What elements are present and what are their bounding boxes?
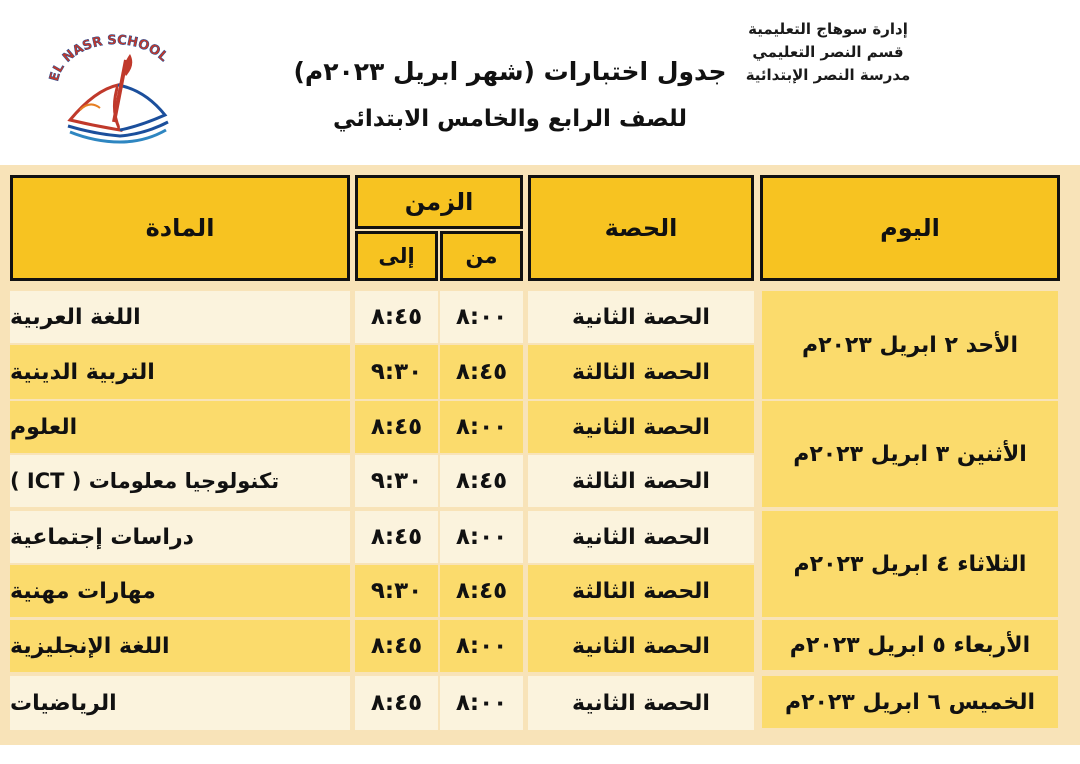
subject-cell: العلوم — [10, 401, 350, 453]
school-header-line3: مدرسة النصر الإبتدائية — [745, 66, 911, 84]
page-title — [250, 52, 770, 138]
period-cell: الحصة الثالثة — [528, 345, 754, 399]
subject-cell: تكنولوجيا معلومات ( ICT ) — [10, 455, 350, 507]
time-from-cell: ٨:٤٥ — [440, 455, 523, 507]
day-cell: الأربعاء ٥ ابريل ٢٠٢٣م — [762, 620, 1058, 670]
header-to: إلى — [355, 231, 438, 281]
book-pen-logo-icon — [40, 30, 190, 150]
time-to-cell: ٨:٤٥ — [355, 401, 438, 453]
time-to-cell: ٩:٣٠ — [355, 345, 438, 399]
time-from-cell: ٨:٠٠ — [440, 401, 523, 453]
period-cell: الحصة الثالثة — [528, 565, 754, 617]
time-to-cell: ٨:٤٥ — [355, 676, 438, 730]
day-cell: الأحد ٢ ابريل ٢٠٢٣م — [762, 291, 1058, 399]
period-cell: الحصة الثالثة — [528, 455, 754, 507]
day-cell: الخميس ٦ ابريل ٢٠٢٣م — [762, 676, 1058, 728]
header-from: من — [440, 231, 523, 281]
header-time: الزمن — [355, 175, 523, 229]
time-from-cell: ٨:٠٠ — [440, 620, 523, 672]
time-from-cell: ٨:٠٠ — [440, 511, 523, 563]
school-header-line2: قسم النصر التعليمي — [752, 43, 904, 61]
period-cell: الحصة الثانية — [528, 291, 754, 343]
period-cell: الحصة الثانية — [528, 620, 754, 672]
logo-text: EL NASR SCHOOL — [47, 33, 171, 84]
time-from-cell: ٨:٠٠ — [440, 676, 523, 730]
time-from-cell: ٨:٠٠ — [440, 291, 523, 343]
subject-cell: الرياضيات — [10, 676, 350, 730]
title-line1: جدول اختبارات (شهر ابريل ٢٠٢٣م) — [293, 57, 727, 86]
header-day: اليوم — [760, 175, 1060, 281]
time-to-cell: ٨:٤٥ — [355, 291, 438, 343]
header-period: الحصة — [528, 175, 754, 281]
time-from-cell: ٨:٤٥ — [440, 565, 523, 617]
subject-cell: دراسات إجتماعية — [10, 511, 350, 563]
time-to-cell: ٨:٤٥ — [355, 620, 438, 672]
subject-cell: مهارات مهنية — [10, 565, 350, 617]
time-to-cell: ٩:٣٠ — [355, 565, 438, 617]
title-line2: للصف الرابع والخامس الابتدائي — [332, 106, 688, 132]
time-from-cell: ٨:٤٥ — [440, 345, 523, 399]
day-cell: الثلاثاء ٤ ابريل ٢٠٢٣م — [762, 511, 1058, 617]
period-cell: الحصة الثانية — [528, 676, 754, 730]
time-to-cell: ٩:٣٠ — [355, 455, 438, 507]
period-cell: الحصة الثانية — [528, 401, 754, 453]
subject-cell: اللغة العربية — [10, 291, 350, 343]
svg-text:EL NASR SCHOOL — [47, 33, 170, 83]
day-cell: الأثنين ٣ ابريل ٢٠٢٣م — [762, 401, 1058, 507]
time-to-cell: ٨:٤٥ — [355, 511, 438, 563]
subject-cell: اللغة الإنجليزية — [10, 620, 350, 672]
school-header-line1: إدارة سوهاج التعليمية — [748, 20, 908, 38]
subject-cell: التربية الدينية — [10, 345, 350, 399]
header-subject: المادة — [10, 175, 350, 281]
period-cell: الحصة الثانية — [528, 511, 754, 563]
